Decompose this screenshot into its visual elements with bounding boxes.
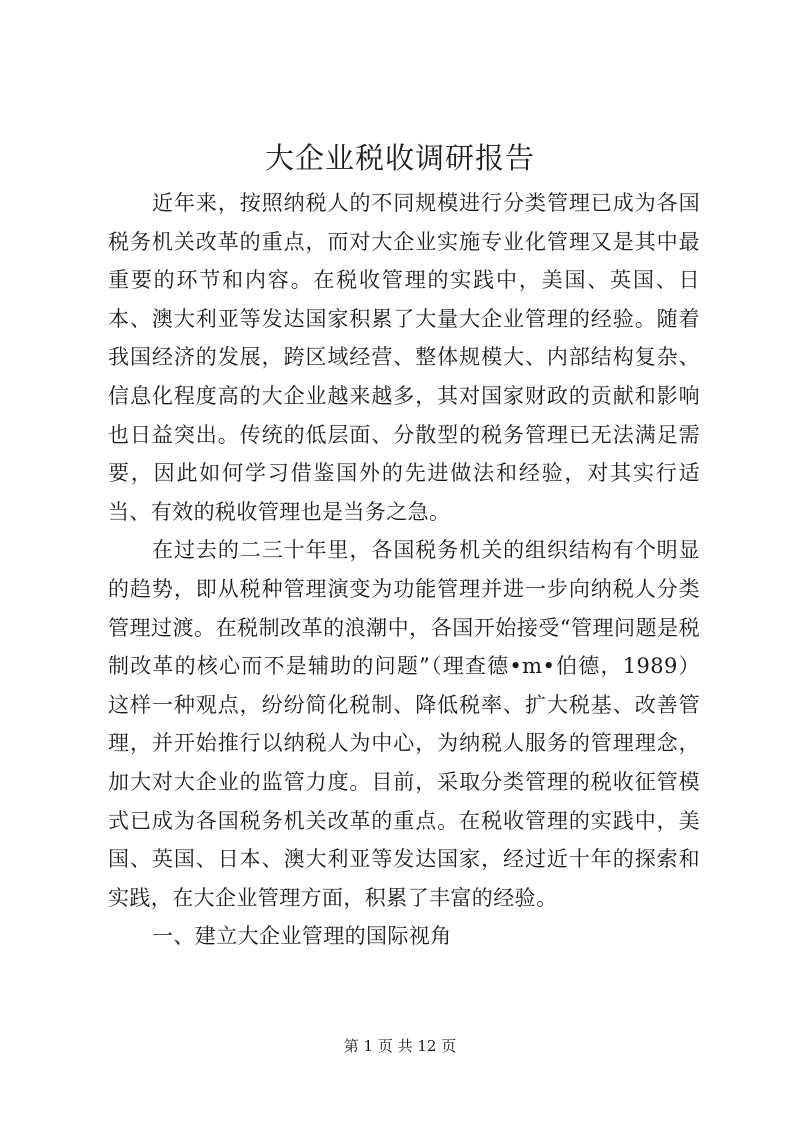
page-footer: 第 1 页 共 12 页 <box>343 1037 457 1055</box>
document-title: 大企业税收调研报告 <box>264 141 535 175</box>
section-heading: 一、建立大企业管理的国际视角 <box>152 924 452 949</box>
paragraph-2: 在过去的二三十年里，各国税务机关的组织结构有个明显的趋势，即从税种管理演变为功能管理并进一步向纳税人分类管理过渡。在税制改革的浪潮中，各国开始接受“管理问题是税制改革的核心而不是辅助的问题”（理查德•m•伯德，1989）这样一种观点，纷纷简化税制、降低税率、扩大税基、改善管理，并开始推行以纳税人为中心，为纳税人服务的管理理念，加大对大企业的监管力度。目前，采取分类管理的税收征管模式已成为各国税务机关改革的重点。在税收管理的实践中，美国、英国、日本、澳大利亚等发达国家，经过近十年的探索和实践，在大企业管理方面，积累了丰富的经验。 <box>108 538 700 910</box>
document-body <box>108 184 700 956</box>
paragraph-1: 近年来，按照纳税人的不同规模进行分类管理已成为各国税务机关改革的重点，而对大企业实施专业化管理又是其中最重要的环节和内容。在税收管理的实践中，美国、英国、日本、澳大利亚等发达国家积累了大量大企业管理的经验。随着我国经济的发展，跨区域经营、整体规模大、内部结构复杂、信息化程度高的大企业越来越多，其对国家财政的贡献和影响也日益突出。传统的低层面、分散型的税务管理已无法满足需要，因此如何学习借鉴国外的先进做法和经验，对其实行适当、有效的税收管理也是当务之急。 <box>108 191 700 524</box>
